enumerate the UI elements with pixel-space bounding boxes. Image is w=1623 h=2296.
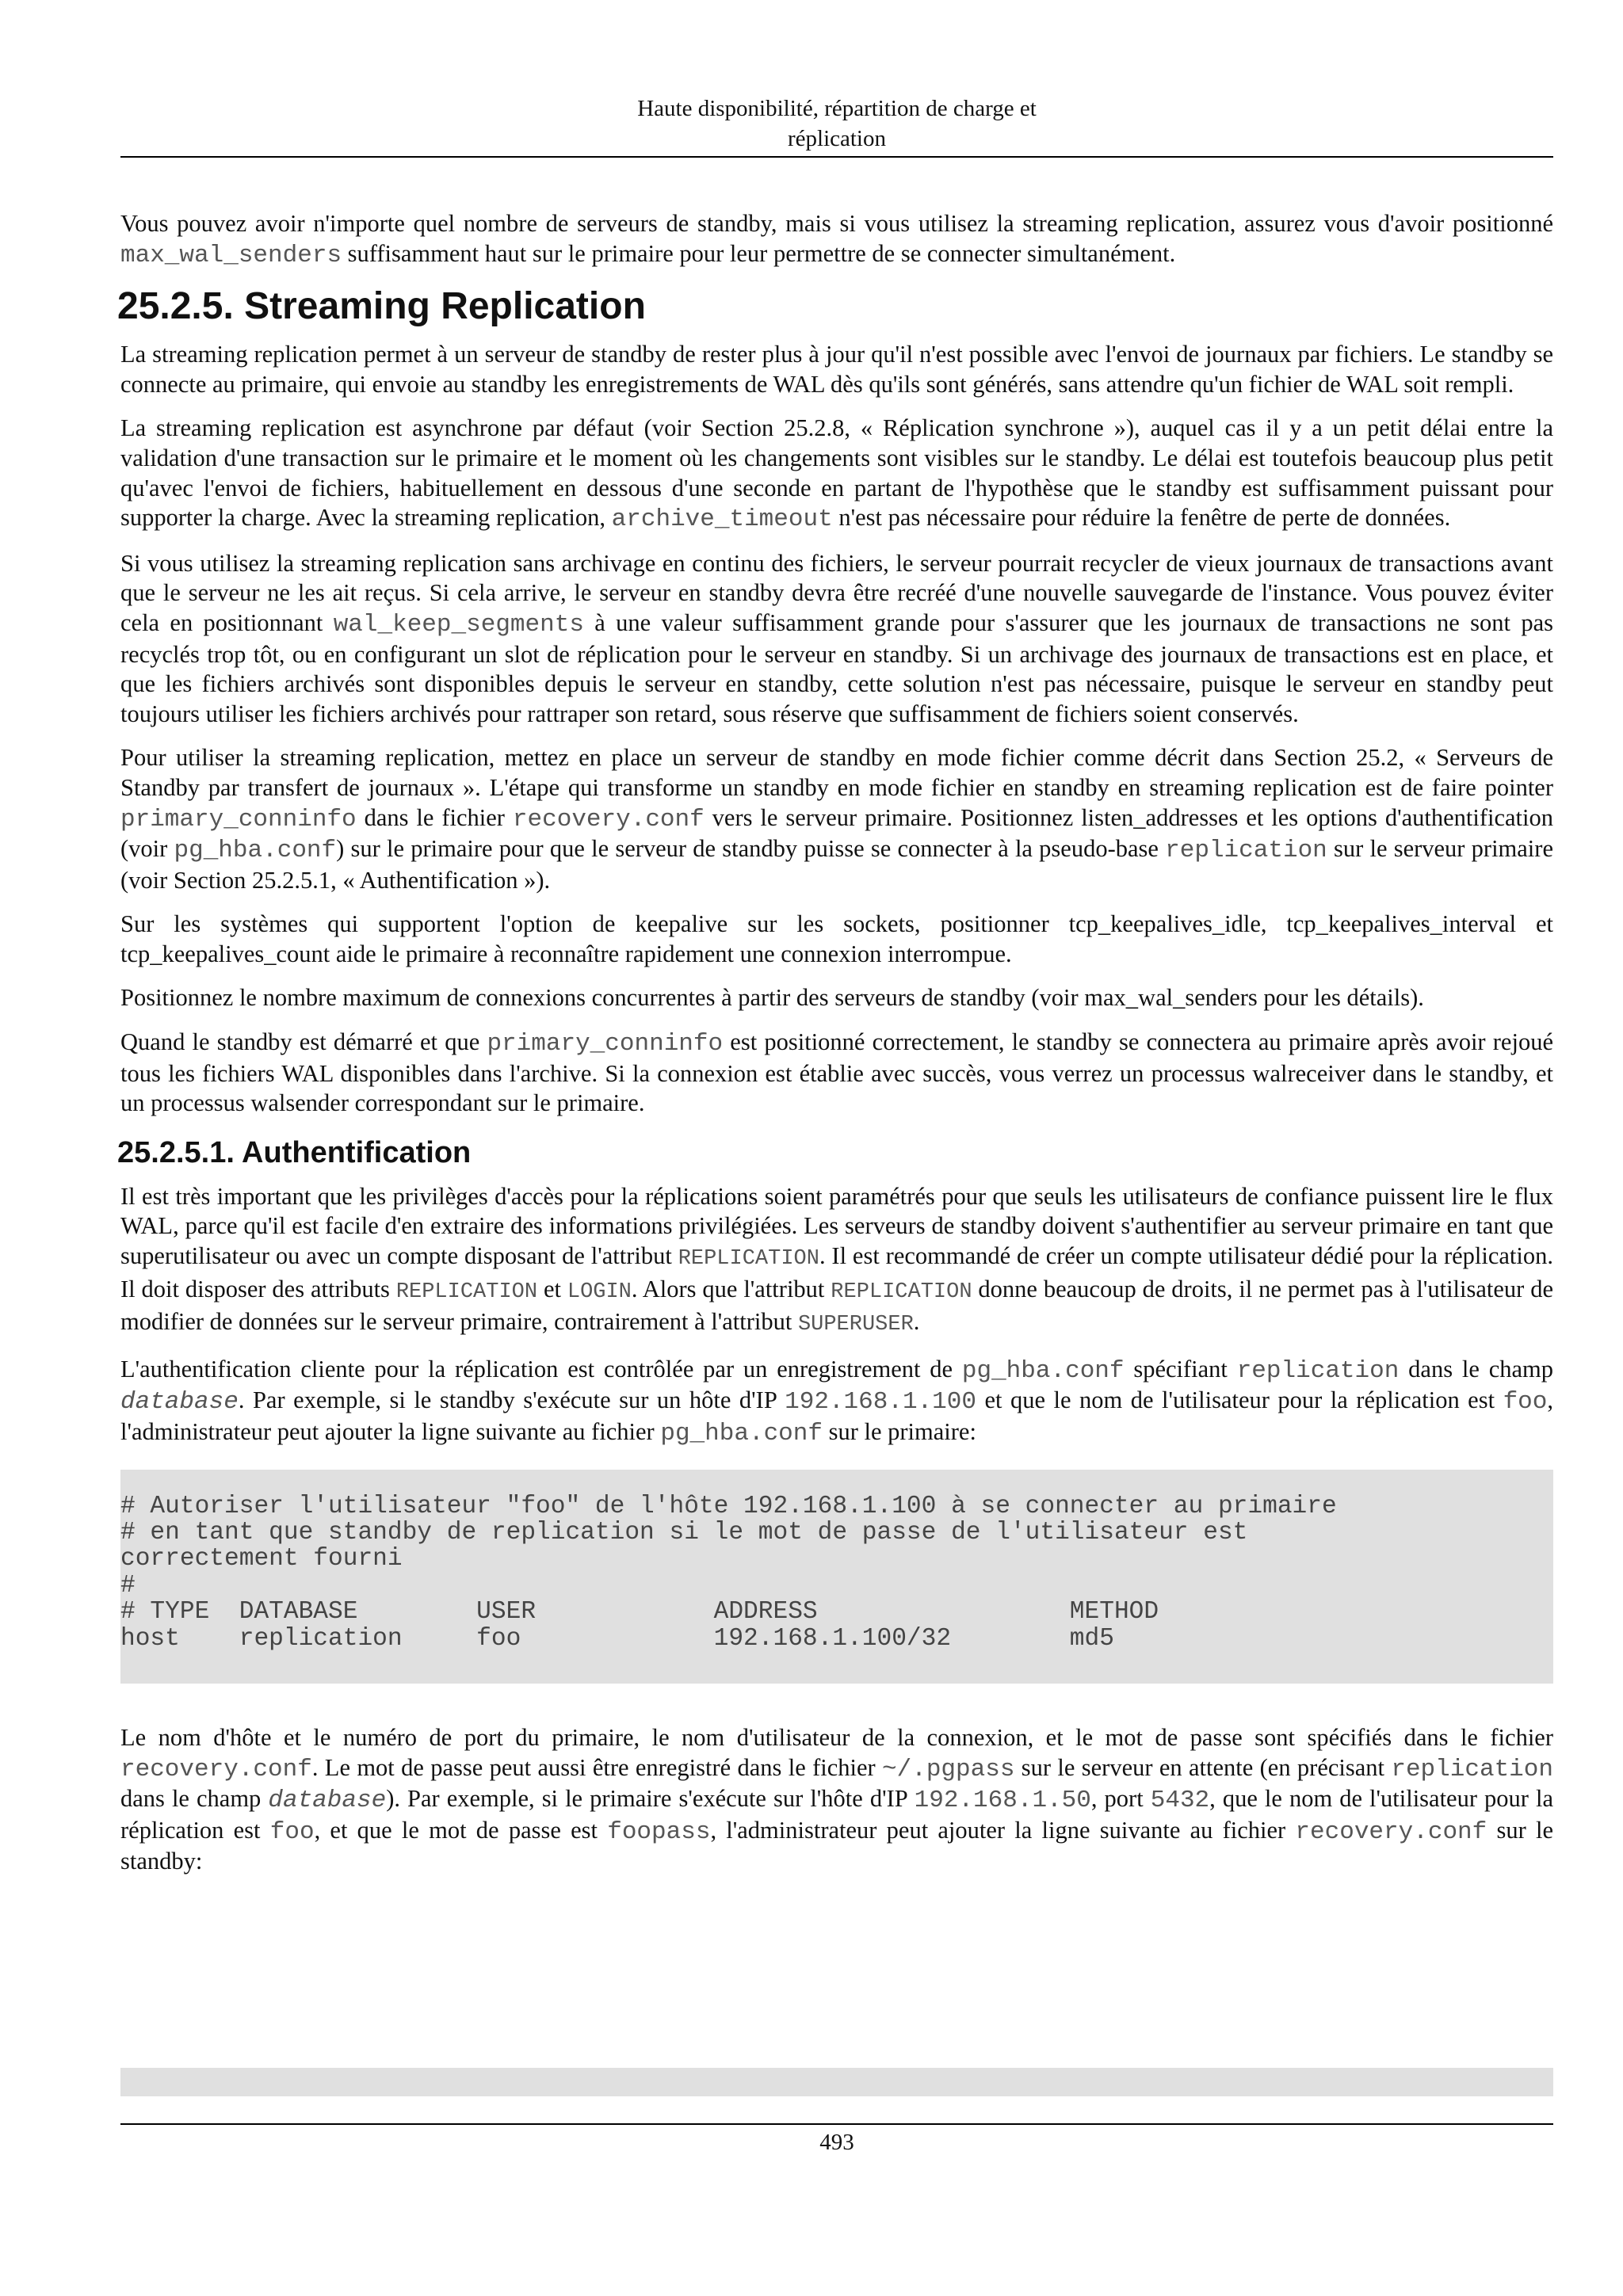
inline-code: SUPERUSER	[797, 1313, 914, 1337]
code-listing: # Autoriser l'utilisateur "foo" de l'hôte 192.168.1.100 à se connecter au primaire # en tant que standby de replication si le mot de passe de l'utilisateur est correctement fourni # # TYPE DATABASE USER ADDRESS METHOD host replication foo 192.168.1.100/32 md5	[120, 1470, 1553, 1684]
code-listing-continued	[120, 2068, 1553, 2096]
inline-code: replication	[1391, 1755, 1553, 1783]
footer-rule	[120, 2123, 1553, 2125]
header-rule	[120, 156, 1553, 158]
paragraph: Il est très important que les privilèges d'accès pour la réplications soient paramétrés pour que seuls les utilisateurs de confiance puissent lire le flux WAL, parce qu'il est facile d'en extraire des informations privilégiées. Les serveurs de standby doivent s'authentifier au serveur primaire en tant que superutilisateur ou avec un compte disposant de l'attribut REPLICATION. Il est recommandé de créer un compte utilisateur dédié pour la réplication. Il doit disposer des attributs REPLICATION et LOGIN. Alors que l'attribut REPLICATION donne beaucoup de droits, il ne permet pas à l'utilisateur de modifier de données sur le serveur primaire, contrairement à l'attribut SUPERUSER.	[120, 1182, 1553, 1337]
inline-code: recovery.conf	[1295, 1817, 1487, 1846]
paragraph: Si vous utilisez la streaming replication sans archivage en continu des fichiers, le serveur pourrait recycler de vieux journaux de transactions avant que le serveur ne les ait reçus. Si cela arrive, le serveur en standby devra être recréé d'une nouvelle sauvegarde de l'instance. Vous pouvez éviter cela en positionnant wal_keep_segments à une valeur suffisamment grande pour s'assurer que les journaux de transactions ne sont pas recyclés trop tôt, ou en configurant un slot de réplication pour le serveur en standby. Si un archivage des journaux de transactions est en place, et que les fichiers archivés sont disponibles depuis le serveur en standby, cette solution n'est pas nécessaire, puisque le serveur en standby peut toujours utiliser les fichiers archivés pour rattraper son retard, sous réserve que suffisamment de fichiers soient conservés.	[120, 549, 1553, 727]
section-title: 25.2.5. Streaming Replication	[117, 285, 646, 328]
paragraph: Pour utiliser la streaming replication, mettez en place un serveur de standby en mode fichier comme décrit dans Section 25.2, « Serveurs de Standby par transfert de journaux ». L'étape qui transforme un standby en mode fichier en standby en streaming replication est de faire pointer primary_conninfo dans le fichier recovery.conf vers le serveur primaire. Positionnez listen_addresses et les options d'authentification (voir pg_hba.conf) sur le primaire pour que le serveur de standby puisse se connecter à la pseudo-base replication sur le serveur primaire (voir Section 25.2.5.1, « Authentification »).	[120, 744, 1553, 894]
paragraph: Quand le standby est démarré et que primary_conninfo est positionné correctement, le standby se connectera au primaire après avoir rejoué tous les fichiers WAL disponibles dans l'archive. Si la connexion est établie avec succès, vous verrez un processus walreceiver dans le standby, et un processus walsender correspondant sur le primaire.	[120, 1028, 1553, 1117]
inline-code: pg_hba.conf	[174, 837, 337, 865]
running-header-line-2: réplication	[787, 126, 886, 151]
inline-code: 5432	[1150, 1787, 1210, 1815]
inline-code: LOGIN	[567, 1280, 632, 1304]
inline-code: wal_keep_segments	[333, 610, 584, 639]
inline-code: max_wal_senders	[120, 241, 342, 269]
inline-code: archive_timeout	[611, 505, 833, 534]
page-content	[117, 209, 1554, 1891]
inline-code-italic: database	[268, 1787, 387, 1815]
inline-code: ~/.pgpass	[882, 1755, 1015, 1783]
inline-code: primary_conninfo	[487, 1030, 724, 1058]
inline-code: pg_hba.conf	[660, 1420, 823, 1447]
inline-code: foo	[1503, 1388, 1548, 1417]
inline-code: REPLICATION	[831, 1280, 972, 1304]
inline-code-italic: database	[120, 1388, 239, 1417]
page-number: 493	[819, 2130, 854, 2155]
inline-code: 192.168.1.50	[914, 1787, 1091, 1815]
paragraph: Positionnez le nombre maximum de connexions concurrentes à partir des serveurs de standby (voir max_wal_senders pour les détails).	[120, 984, 1424, 1012]
inline-code: foo	[269, 1817, 315, 1846]
inline-code: primary_conninfo	[120, 805, 357, 833]
inline-code: pg_hba.conf	[961, 1356, 1125, 1385]
inline-code: recovery.conf	[120, 1755, 312, 1783]
inline-code: replication	[1165, 837, 1327, 865]
inline-code: REPLICATION	[395, 1280, 538, 1304]
inline-code: recovery.conf	[512, 805, 705, 833]
running-header	[120, 93, 1553, 154]
paragraph: La streaming replication est asynchrone par défaut (voir Section 25.2.8, « Réplication synchrone »), auquel cas il y a un petit délai entre la validation d'une transaction sur le primaire et le moment où les changements sont visibles sur le standby. Le délai est toutefois beaucoup plus petit qu'avec l'envoi de fichiers, habituellement en dessous d'une seconde en partant de l'hypothèse que le standby est suffisamment puissant pour supporter la charge. Avec la streaming replication, archive_timeout n'est pas nécessaire pour réduire la fenêtre de perte de données.	[120, 414, 1553, 534]
inline-code: 192.168.1.100	[785, 1388, 976, 1417]
intro-paragraph: Vous pouvez avoir n'importe quel nombre de serveurs de standby, mais si vous utilisez la streaming replication, assurez vous d'avoir positionné max_wal_senders suffisamment haut sur le primaire pour leur permettre de se connecter simultanément.	[120, 210, 1553, 269]
running-header-line-1: Haute disponibilité, répartition de charge et	[637, 96, 1037, 121]
paragraph: La streaming replication permet à un serveur de standby de rester plus à jour qu'il n'est possible avec l'envoi de journaux par fichiers. Le standby se connecte au primaire, qui envoie au standby les enregistrements de WAL dès qu'ils sont générés, sans attendre qu'un fichier de WAL soit rempli.	[120, 341, 1553, 398]
paragraph: Le nom d'hôte et le numéro de port du primaire, le nom d'utilisateur de la connexion, et le mot de passe sont spécifiés dans le fichier recovery.conf. Le mot de passe peut aussi être enregistré dans le fichier ~/.pgpass sur le serveur en attente (en précisant replication dans le champ database). Par exemple, si le primaire s'exécute sur l'hôte d'IP 192.168.1.50, port 5432, que le nom de l'utilisateur pour la réplication est foo, et que le mot de passe est foopass, l'administrateur peut ajouter la ligne suivante au fichier recovery.conf sur le standby:	[120, 1724, 1554, 1875]
inline-code: REPLICATION	[678, 1247, 819, 1272]
inline-code: replication	[1236, 1356, 1400, 1385]
paragraph: Sur les systèmes qui supportent l'option de keepalive sur les sockets, positionner tcp_keepalives_idle, tcp_keepalives_interval et tcp_keepalives_count aide le primaire à reconnaître rapidement une connexion interrompue.	[120, 910, 1553, 967]
paragraph: L'authentification cliente pour la réplication est contrôlée par un enregistrement de pg_hba.conf spécifiant replication dans le champ database. Par exemple, si le standby s'exécute sur un hôte d'IP 192.168.1.100 et que le nom de l'utilisateur pour la réplication est foo, l'administrateur peut ajouter la ligne suivante au fichier pg_hba.conf sur le primaire:	[120, 1355, 1553, 1447]
subsection-title: 25.2.5.1. Authentification	[117, 1135, 472, 1169]
inline-code: foopass	[607, 1817, 711, 1846]
